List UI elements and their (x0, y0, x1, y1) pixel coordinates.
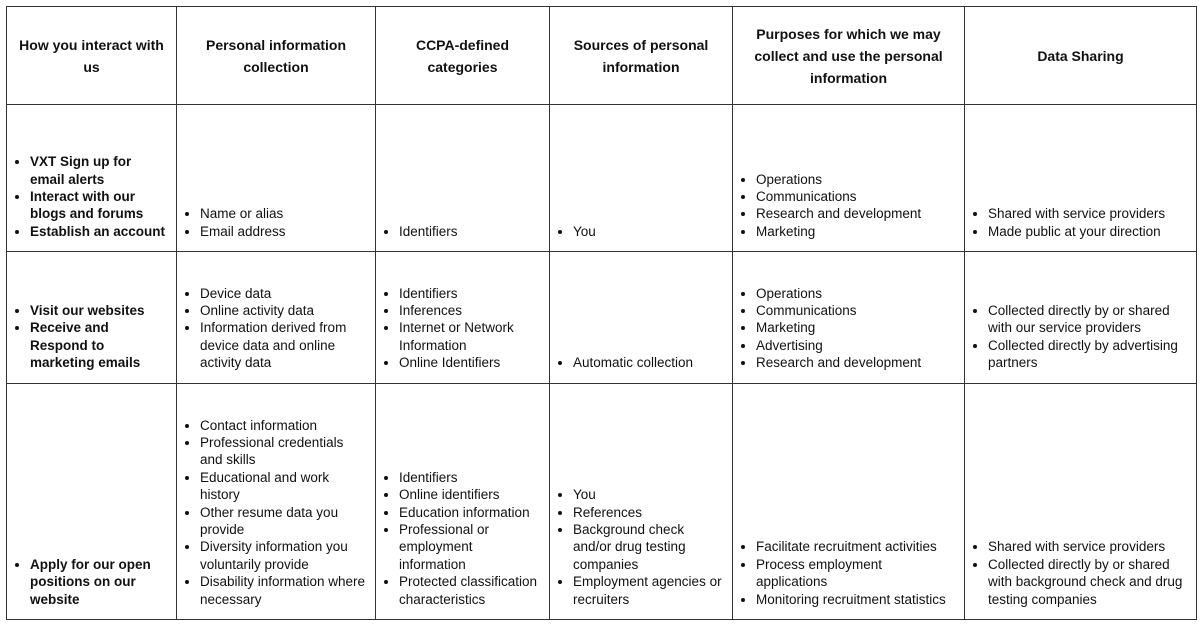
list-item: • Receive and Respond to marketing emails (30, 319, 168, 371)
list-item: • Professional credentials and skills (200, 434, 367, 469)
list-item: • Identifiers (399, 469, 541, 486)
header-categories: CCPA-defined categories (376, 7, 550, 105)
collection-cell (177, 105, 376, 252)
header-row (7, 7, 1197, 105)
purposes-cell (733, 105, 965, 252)
table-row (7, 105, 1197, 252)
list-item: • Online Identifiers (399, 354, 541, 371)
list-item: • Communications (756, 302, 956, 319)
list-item: • Background check and/or drug testing companies (573, 521, 724, 573)
list-item: • Apply for our open positions on our website (30, 556, 168, 608)
header-collection: Personal information collection (177, 7, 376, 105)
categories-cell (376, 105, 550, 252)
list-item: • Identifiers (399, 223, 541, 240)
list-item: • Advertising (756, 337, 956, 354)
list-item: • Diversity information you voluntarily provide (200, 538, 367, 573)
list-item: • Collected directly by advertising partners (988, 337, 1188, 372)
list-item: • Visit our websites (30, 302, 168, 319)
list-item: • Device data (200, 285, 367, 302)
list-item: • Disability information where necessary (200, 573, 367, 608)
list-item: • Identifiers (399, 285, 541, 302)
interaction-cell (7, 105, 177, 252)
header-sources: Sources of personal information (550, 7, 733, 105)
sharing-cell (965, 105, 1197, 252)
list-item: • Research and development (756, 205, 956, 222)
list-item: • Protected classification characteristics (399, 573, 541, 608)
categories-cell (376, 252, 550, 383)
list-item: • Shared with service providers (988, 205, 1188, 222)
list-item: • Information derived from device data and online activity data (200, 319, 367, 371)
list-item: • Education information (399, 504, 541, 521)
table-row (7, 383, 1197, 619)
list-item: • Automatic collection (573, 354, 724, 371)
list-item: • Facilitate recruitment activities (756, 538, 956, 555)
list-item: • Professional or employment information (399, 521, 541, 573)
header-purposes: Purposes for which we may collect and use the personal information (733, 7, 965, 105)
list-item: • Collected directly by or shared with our service providers (988, 302, 1188, 337)
list-item: • Establish an account (30, 223, 168, 240)
list-item: • Process employment applications (756, 556, 956, 591)
list-item: • Shared with service providers (988, 538, 1188, 555)
purposes-cell (733, 383, 965, 619)
ccpa-disclosure-table (6, 6, 1197, 620)
interaction-cell (7, 383, 177, 619)
list-item: • Educational and work history (200, 469, 367, 504)
sources-cell (550, 383, 733, 619)
list-item: • Communications (756, 188, 956, 205)
list-item: • Online identifiers (399, 486, 541, 503)
list-item: • Other resume data you provide (200, 504, 367, 539)
list-item: • Marketing (756, 319, 956, 336)
list-item: • Online activity data (200, 302, 367, 319)
list-item: • Monitoring recruitment statistics (756, 591, 956, 608)
list-item: • References (573, 504, 724, 521)
list-item: • You (573, 486, 724, 503)
list-item: • Made public at your direction (988, 223, 1188, 240)
list-item: • Email address (200, 223, 367, 240)
sources-cell (550, 252, 733, 383)
categories-cell (376, 383, 550, 619)
list-item: • Marketing (756, 223, 956, 240)
list-item: • Operations (756, 285, 956, 302)
list-item: • Contact information (200, 417, 367, 434)
list-item: • Inferences (399, 302, 541, 319)
list-item: • Name or alias (200, 205, 367, 222)
list-item: • Employment agencies or recruiters (573, 573, 724, 608)
list-item: • Interact with our blogs and forums (30, 188, 168, 223)
interaction-cell (7, 252, 177, 383)
table-row (7, 252, 1197, 383)
header-interaction: How you interact with us (7, 7, 177, 105)
header-sharing: Data Sharing (965, 7, 1197, 105)
list-item: • You (573, 223, 724, 240)
sharing-cell (965, 252, 1197, 383)
list-item: • VXT Sign up for email alerts (30, 153, 168, 188)
sharing-cell (965, 383, 1197, 619)
list-item: • Collected directly by or shared with background check and drug testing companies (988, 556, 1188, 608)
sources-cell (550, 105, 733, 252)
list-item: • Operations (756, 171, 956, 188)
purposes-cell (733, 252, 965, 383)
collection-cell (177, 383, 376, 619)
list-item: • Internet or Network Information (399, 319, 541, 354)
collection-cell (177, 252, 376, 383)
list-item: • Research and development (756, 354, 956, 371)
